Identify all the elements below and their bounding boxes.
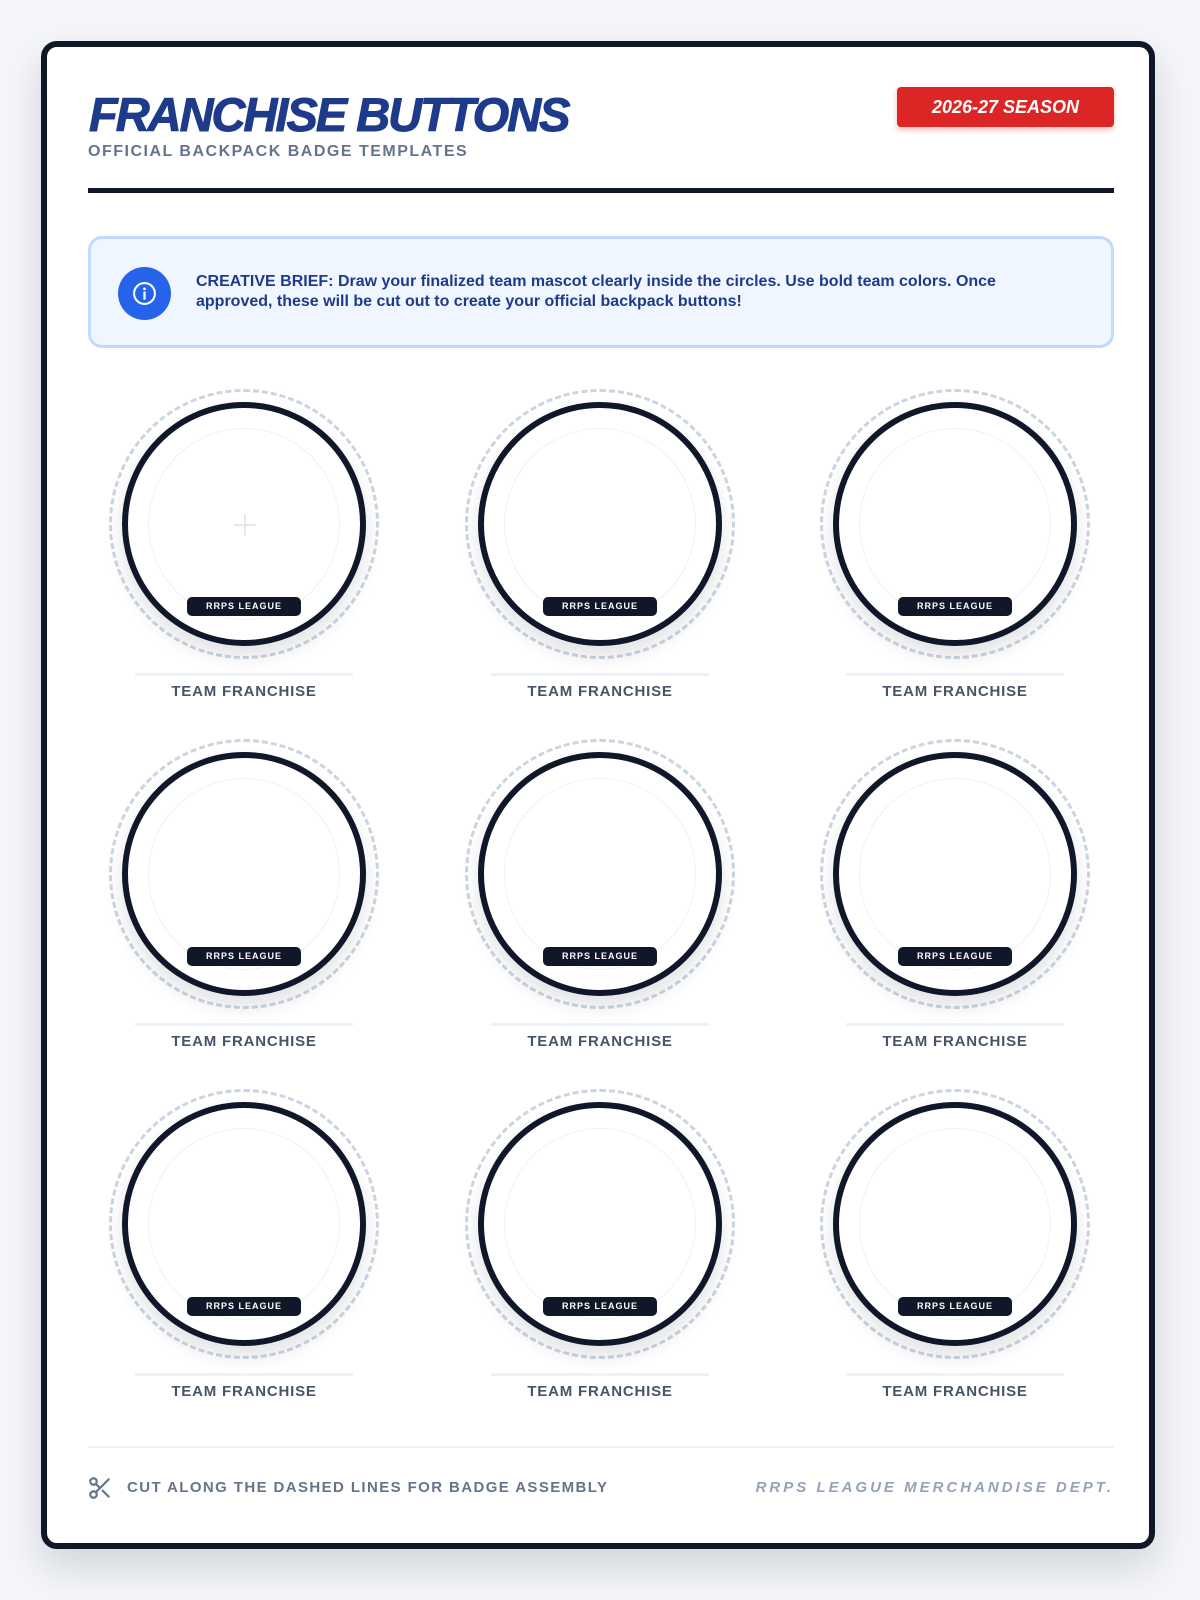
- cut-instruction: CUT ALONG THE DASHED LINES FOR BADGE ASSEMBLY: [127, 1479, 609, 1496]
- badge-circle[interactable]: [833, 1102, 1077, 1346]
- name-underline: [846, 1373, 1064, 1376]
- league-tag: RRPS LEAGUE: [898, 1297, 1012, 1316]
- badge-circle[interactable]: [478, 1102, 722, 1346]
- mascot-drawing-area[interactable]: [504, 778, 696, 970]
- badge-template: [820, 389, 1090, 719]
- team-name-label: TEAM FRANCHISE: [527, 683, 673, 700]
- center-crosshair-icon: [234, 514, 256, 536]
- badge-circle[interactable]: [122, 1102, 366, 1346]
- badge-circle[interactable]: [478, 752, 722, 996]
- league-tag: RRPS LEAGUE: [543, 947, 657, 966]
- page-title: FRANCHISE BUTTONS: [89, 88, 569, 141]
- team-name-label: TEAM FRANCHISE: [882, 1383, 1028, 1400]
- badge-circle[interactable]: [478, 402, 722, 646]
- merchandise-credit: RRPS LEAGUE MERCHANDISE DEPT.: [755, 1479, 1114, 1496]
- name-underline: [491, 1373, 709, 1376]
- team-name-label: TEAM FRANCHISE: [882, 1033, 1028, 1050]
- badge-template: [109, 389, 379, 719]
- badge-template: [465, 1089, 735, 1419]
- name-underline: [846, 1023, 1064, 1026]
- info-icon: [118, 267, 171, 320]
- creative-brief-body: Draw your finalized team mascot clearly inside the circles. Use bold team colors. Once approved, these will be cut out to create your official backpack buttons!: [196, 273, 996, 310]
- creative-brief-text: [196, 272, 1076, 312]
- badge-circle[interactable]: [833, 402, 1077, 646]
- team-name-label: TEAM FRANCHISE: [882, 683, 1028, 700]
- mascot-drawing-area[interactable]: [859, 428, 1051, 620]
- name-underline: [135, 673, 353, 676]
- badge-template: [465, 739, 735, 1069]
- mascot-drawing-area[interactable]: [504, 1128, 696, 1320]
- creative-brief-label: CREATIVE BRIEF:: [196, 273, 334, 290]
- team-name-label: TEAM FRANCHISE: [171, 683, 317, 700]
- scissors-icon: [87, 1475, 113, 1501]
- mascot-drawing-area[interactable]: [859, 1128, 1051, 1320]
- name-underline: [491, 673, 709, 676]
- league-tag: RRPS LEAGUE: [543, 597, 657, 616]
- creative-brief-callout: [88, 236, 1114, 348]
- sheet-content: [41, 41, 1155, 1549]
- team-name-label: TEAM FRANCHISE: [527, 1383, 673, 1400]
- name-underline: [491, 1023, 709, 1026]
- team-name-label: TEAM FRANCHISE: [171, 1383, 317, 1400]
- footer-divider: [88, 1446, 1114, 1448]
- mascot-drawing-area[interactable]: [148, 428, 340, 620]
- league-tag: RRPS LEAGUE: [187, 947, 301, 966]
- league-tag: RRPS LEAGUE: [898, 947, 1012, 966]
- mascot-drawing-area[interactable]: [859, 778, 1051, 970]
- season-badge: 2026-27 SEASON: [897, 87, 1114, 127]
- league-tag: RRPS LEAGUE: [543, 1297, 657, 1316]
- badge-circle[interactable]: [833, 752, 1077, 996]
- badge-template: [109, 1089, 379, 1419]
- badge-template: [109, 739, 379, 1069]
- league-tag: RRPS LEAGUE: [898, 597, 1012, 616]
- header-divider: [88, 188, 1114, 193]
- league-tag: RRPS LEAGUE: [187, 597, 301, 616]
- badge-circle[interactable]: [122, 402, 366, 646]
- badge-circle[interactable]: [122, 752, 366, 996]
- team-name-label: TEAM FRANCHISE: [527, 1033, 673, 1050]
- badge-template: [465, 389, 735, 719]
- badge-template: [820, 739, 1090, 1069]
- name-underline: [135, 1373, 353, 1376]
- team-name-label: TEAM FRANCHISE: [171, 1033, 317, 1050]
- league-tag: RRPS LEAGUE: [187, 1297, 301, 1316]
- badge-template: [820, 1089, 1090, 1419]
- name-underline: [846, 673, 1064, 676]
- mascot-drawing-area[interactable]: [148, 1128, 340, 1320]
- mascot-drawing-area[interactable]: [504, 428, 696, 620]
- mascot-drawing-area[interactable]: [148, 778, 340, 970]
- page-subtitle: OFFICIAL BACKPACK BADGE TEMPLATES: [88, 143, 469, 160]
- name-underline: [135, 1023, 353, 1026]
